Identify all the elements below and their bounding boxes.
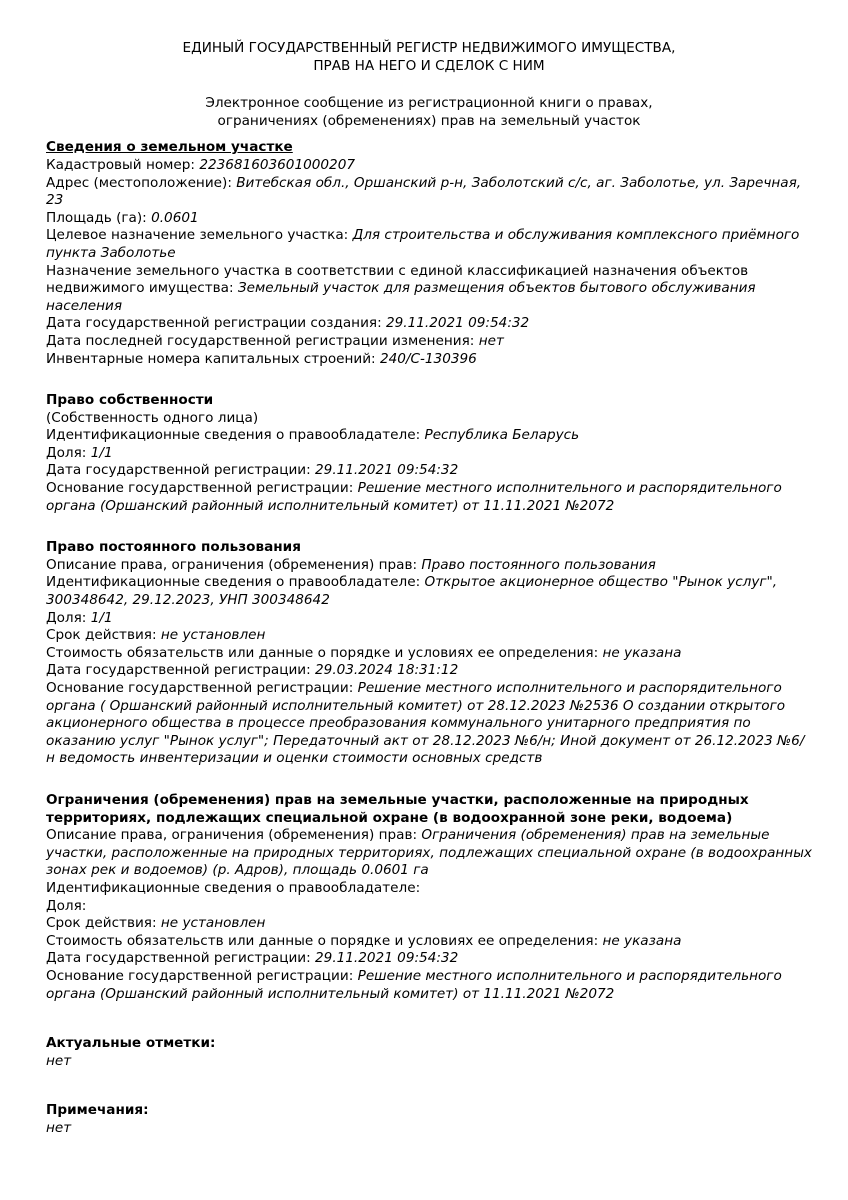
field-label: Адрес (местоположение): — [46, 174, 237, 191]
field-value: Для строительства и обслуживания комплексного приёмного пункта Заболотье — [46, 227, 800, 261]
field-label: Описание права, ограничения (обременения) прав: — [46, 556, 422, 573]
field-label: Назначение земельного участка в соответствии с единой классификацией назначения объектов недвижимого имущества: — [46, 262, 749, 297]
field-label: Идентификационные сведения о правообладателе: — [46, 574, 425, 591]
field-label: Площадь (га): — [46, 209, 152, 226]
field-label: Идентификационные сведения о правообладателе: — [46, 427, 425, 444]
field-value: не установлен — [160, 627, 266, 644]
field-value: 0.0601 — [151, 209, 199, 226]
field-label: Описание права, ограничения (обременения) прав: — [46, 827, 422, 844]
field-label: Доля: — [46, 609, 91, 626]
field-obligations-cost — [46, 933, 812, 951]
field-value: Решение местного исполнительного и распорядительного органа (Оршанский районный исполнительный комитет) от 11.11.2021 №2072 — [46, 967, 782, 1002]
document-subtitle — [46, 95, 812, 130]
section-parcel-info — [46, 139, 812, 368]
field-label: Основание государственной регистрации: — [46, 680, 358, 696]
field-label: Дата государственной регистрации: — [46, 462, 316, 479]
field-registration-basis — [46, 480, 812, 515]
field-value: 29.03.2024 18:31:12 — [315, 662, 459, 679]
field-registration-basis — [46, 680, 812, 768]
field-share — [46, 898, 812, 916]
section-actual-marks-heading: Актуальные отметки: — [46, 1035, 216, 1052]
field-label: Доля: — [46, 444, 91, 461]
field-value: Решение местного исполнительного и распорядительного органа (Оршанский районный исполнительный комитет) от 11.11.2021 №2072 — [46, 480, 782, 514]
field-address — [46, 175, 812, 210]
section-permanent-use-heading: Право постоянного пользования — [46, 539, 301, 556]
field-value: 1/1 — [90, 609, 113, 626]
field-value: Ограничения (обременения) прав на земельные участки, расположенные на природных территориях, подлежащих специальной охране (в водоохранных зонах рек и водоемов) (р. Адров), площадь 0.0601 га — [46, 827, 812, 879]
field-value: не установлен — [160, 915, 266, 932]
section-ownership-subheading: (Собственность одного лица) — [46, 409, 259, 426]
field-label: Инвентарные номера капитальных строений: — [46, 350, 380, 367]
field-value: Республика Беларусь — [424, 427, 580, 444]
field-value: не указана — [602, 932, 682, 949]
document-title-line2: ПРАВ НА НЕГО И СДЕЛОК С НИМ — [313, 57, 545, 74]
field-value: нет — [478, 332, 504, 349]
field-rightholder — [46, 574, 812, 609]
field-value: Право постоянного пользования — [421, 556, 656, 573]
field-share — [46, 445, 812, 463]
section-parcel-heading: Сведения о земельном участке — [46, 139, 293, 156]
field-value: Земельный участок для размещения объектов бытового обслуживания населения — [46, 280, 756, 314]
section-actual-marks — [46, 1035, 812, 1070]
field-label: Срок действия: — [46, 915, 161, 932]
field-cadastral-number — [46, 157, 812, 175]
field-value: 29.11.2021 09:54:32 — [385, 315, 530, 332]
field-validity-period — [46, 915, 812, 933]
field-label: Срок действия: — [46, 627, 161, 644]
field-label: Дата государственной регистрации создания: — [46, 315, 386, 332]
field-registration-basis — [46, 968, 812, 1003]
field-registration-date — [46, 662, 812, 680]
field-label: Целевое назначение земельного участка: — [46, 227, 353, 244]
field-last-change-date — [46, 333, 812, 351]
field-label: Стоимость обязательств или данные о порядке и условиях ее определения: — [46, 932, 603, 949]
section-permanent-use — [46, 539, 812, 768]
document-subtitle-line2: ограничениях (обременениях) прав на земельный участок — [217, 112, 641, 129]
field-label: Дата последней государственной регистрации изменения: — [46, 332, 479, 349]
field-value: 1/1 — [90, 444, 113, 461]
field-label: Стоимость обязательств или данные о порядке и условиях ее определения: — [46, 644, 603, 661]
field-label: Кадастровый номер: — [46, 156, 200, 173]
field-rightholder — [46, 880, 812, 898]
field-right-description — [46, 557, 812, 575]
field-obligations-cost — [46, 645, 812, 663]
field-label: Идентификационные сведения о правообладателе: — [46, 879, 421, 896]
field-registration-date — [46, 950, 812, 968]
field-label: Доля: — [46, 897, 87, 914]
field-value: 240/С-130396 — [379, 350, 477, 367]
section-ownership — [46, 392, 812, 515]
field-label: Основание государственной регистрации: — [46, 480, 358, 497]
document-title-line1: ЕДИНЫЙ ГОСУДАРСТВЕННЫЙ РЕГИСТР НЕДВИЖИМОГО ИМУЩЕСТВА, — [182, 40, 676, 56]
field-label: Дата государственной регистрации: — [46, 950, 316, 967]
section-restrictions — [46, 792, 812, 1003]
section-restrictions-heading: Ограничения (обременения) прав на земельные участки, расположенные на природных территориях, подлежащих специальной охране (в водоохранной зоне реки, водоема) — [46, 791, 749, 826]
document-subtitle-line1: Электронное сообщение из регистрационной книги о правах, — [205, 95, 653, 112]
section-actual-marks-value: нет — [46, 1052, 72, 1069]
field-value: 29.11.2021 09:54:32 — [315, 950, 459, 967]
field-value: Решение местного исполнительного и распорядительного органа ( Оршанский районный исполнительный комитет) от 28.12.2023 №2536 О создании открытого акционерного общества в процессе преобразования коммунального унитарного предприятия по оказанию услуг "Рынок услуг"; Передаточный акт от 28.12.2023 №6/н; Иной документ от 26.12.2023 №6/н ведомость инвентеризации и оценки стоимости основных средств — [46, 680, 805, 767]
field-label: Дата государственной регистрации: — [46, 662, 316, 679]
field-value: 223681603601000207 — [199, 156, 355, 173]
document-title — [46, 40, 812, 75]
field-inventory-numbers — [46, 351, 812, 369]
field-value: Открытое акционерное общество "Рынок услуг", 300348642, 29.12.2023, УНП 300348642 — [46, 574, 778, 609]
section-notes — [46, 1102, 812, 1137]
field-creation-date — [46, 315, 812, 333]
field-rightholder — [46, 427, 812, 445]
field-classification-purpose — [46, 263, 812, 316]
section-notes-value: нет — [46, 1119, 72, 1136]
section-ownership-heading: Право собственности — [46, 392, 214, 409]
field-validity-period — [46, 627, 812, 645]
section-notes-heading: Примечания: — [46, 1102, 149, 1119]
field-value: 29.11.2021 09:54:32 — [315, 462, 459, 479]
field-label: Основание государственной регистрации: — [46, 967, 358, 984]
field-registration-date — [46, 462, 812, 480]
field-target-purpose — [46, 227, 812, 262]
field-right-description — [46, 827, 812, 880]
field-value: Витебская обл., Оршанский р-н, Заболотский с/с, аг. Заболотье, ул. Заречная, 23 — [46, 174, 802, 209]
field-value: не указана — [602, 644, 682, 661]
field-share — [46, 610, 812, 628]
field-area — [46, 210, 812, 228]
